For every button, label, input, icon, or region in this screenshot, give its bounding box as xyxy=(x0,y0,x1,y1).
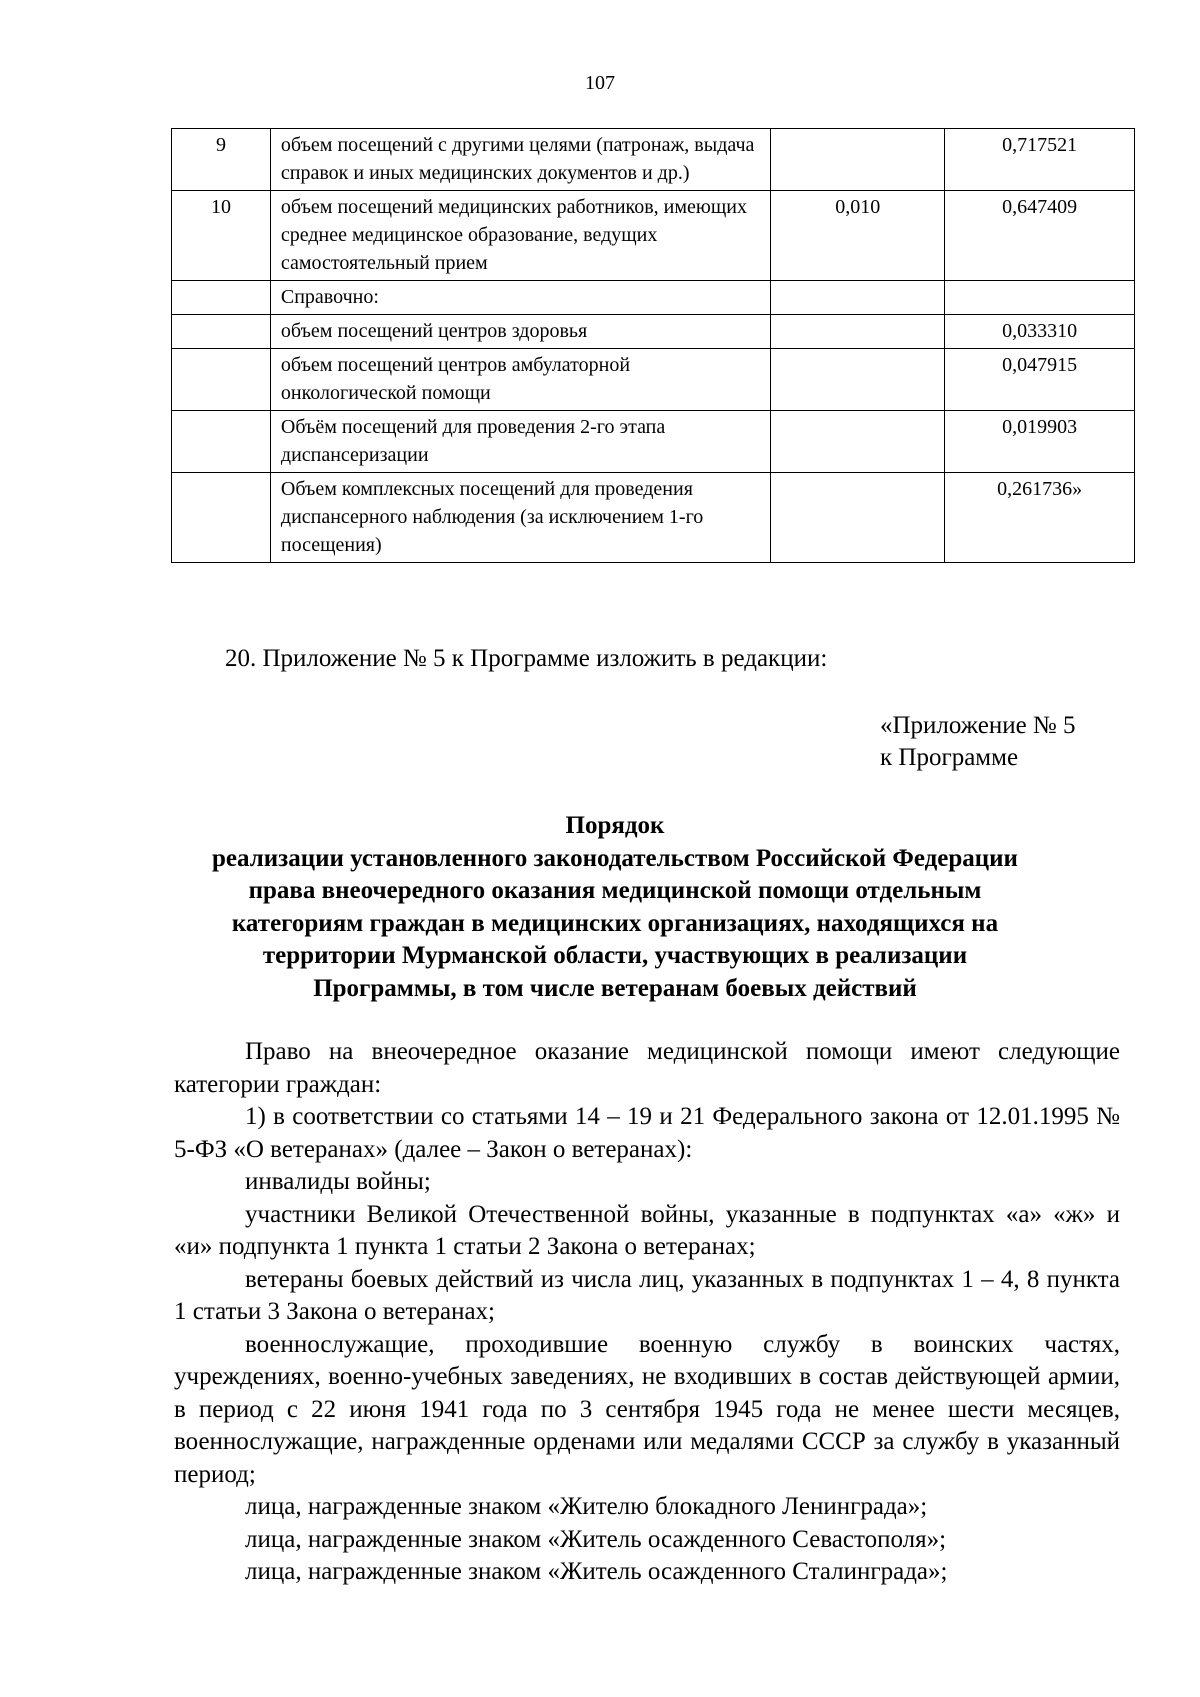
row-description: объем посещений центров здоровья xyxy=(270,315,770,349)
row-value-4: 0,647409 xyxy=(945,191,1135,281)
paragraph: инвалиды войны; xyxy=(245,1168,431,1195)
row-value-3 xyxy=(771,349,945,411)
table-row xyxy=(172,315,1135,349)
row-value-4: 0,717521 xyxy=(945,129,1135,191)
title-line: Программы, в том числе ветеранам боевых действий xyxy=(313,974,917,1002)
title-line: права внеочередного оказания медицинской помощи отдельным xyxy=(248,877,982,904)
appendix-line: к Программе xyxy=(880,744,1019,771)
row-value-4: 0,033310 xyxy=(945,315,1135,349)
row-value-3 xyxy=(771,411,945,473)
paragraph: ветераны боевых действий из числа лиц, указанных в подпунктах 1 – 4, 8 пункта 1 статьи 3 Закона о ветеранах; xyxy=(174,1265,1120,1325)
appendix-line: «Приложение № 5 xyxy=(880,712,1076,739)
row-value-3: 0,010 xyxy=(771,191,945,281)
row-description: объем посещений медицинских работников, имеющих среднее медицинское образование, ведущих самостоятельный прием xyxy=(270,191,770,281)
title-line: категориям граждан в медицинских организациях, находящихся на xyxy=(231,909,999,937)
row-description: Справочно: xyxy=(270,281,770,315)
page-number: 107 xyxy=(585,72,615,94)
table-row xyxy=(172,281,1135,315)
row-description: Объем комплексных посещений для проведения диспансерного наблюдения (за исключением 1-го посещения) xyxy=(270,473,770,563)
row-value-3 xyxy=(771,315,945,349)
row-description: объем посещений центров амбулаторной онкологической помощи xyxy=(270,349,770,411)
paragraph: военнослужащие, проходившие военную службу в воинских частях, учреждениях, военно-учебных заведениях, не входивших в состав действующей армии, в период с 22 июня 1941 года по 3 сентября 1945 года не менее шести месяцев, военнослужащие, награжденные орденами или медалями СССР за службу в указанный период; xyxy=(174,1330,1120,1488)
row-value-4: 0,047915 xyxy=(945,349,1135,411)
table-row xyxy=(172,411,1135,473)
paragraph: участники Великой Отечественной войны, указанные в подпунктах «а» «ж» и «и» подпункта 1 пункта 1 статьи 2 Закона о ветеранах; xyxy=(174,1200,1120,1260)
row-number xyxy=(172,281,271,315)
row-number: 10 xyxy=(172,191,271,281)
title-line: территории Мурманской области, участвующих в реализации xyxy=(262,942,968,969)
document-title xyxy=(140,810,1090,1005)
row-number xyxy=(172,315,271,349)
row-value-4: 0,019903 xyxy=(945,411,1135,473)
row-description: Объём посещений для проведения 2-го этапа диспансеризации xyxy=(270,411,770,473)
table-row xyxy=(172,349,1135,411)
row-number xyxy=(172,349,271,411)
row-number xyxy=(172,473,271,563)
volume-table xyxy=(171,128,1135,563)
row-value-3 xyxy=(771,473,945,563)
row-number xyxy=(172,411,271,473)
title-heading: Порядок xyxy=(565,812,665,839)
row-number: 9 xyxy=(172,129,271,191)
row-value-3 xyxy=(771,129,945,191)
table-row xyxy=(172,129,1135,191)
title-line: реализации установленного законодательством Российской Федерации xyxy=(212,844,1018,872)
table-row xyxy=(172,191,1135,281)
paragraph: Право на внеочередное оказание медицинской помощи имеют следующие категории граждан: xyxy=(174,1038,1120,1098)
paragraph: лица, награжденные знаком «Житель осажденного Севастополя»; xyxy=(245,1525,947,1553)
row-value-4 xyxy=(945,281,1135,315)
paragraph: 1) в соответствии со статьями 14 – 19 и 21 Федерального закона от 12.01.1995 № 5-ФЗ «О ветеранах» (далее – Закон о ветеранах): xyxy=(174,1103,1120,1163)
row-value-3 xyxy=(771,281,945,315)
amendment-clause: 20. Приложение № 5 к Программе изложить в редакции: xyxy=(225,645,828,672)
paragraph: лица, награжденные знаком «Жителю блокадного Ленинграда»; xyxy=(245,1493,928,1520)
paragraph: лица, награжденные знаком «Житель осажденного Сталинграда»; xyxy=(245,1558,948,1585)
appendix-reference xyxy=(880,710,1076,774)
table-row xyxy=(172,473,1135,563)
row-description: объем посещений с другими целями (патронаж, выдача справок и иных медицинских документов и др.) xyxy=(270,129,770,191)
body-text xyxy=(174,1036,1120,1589)
row-value-4: 0,261736» xyxy=(945,473,1135,563)
